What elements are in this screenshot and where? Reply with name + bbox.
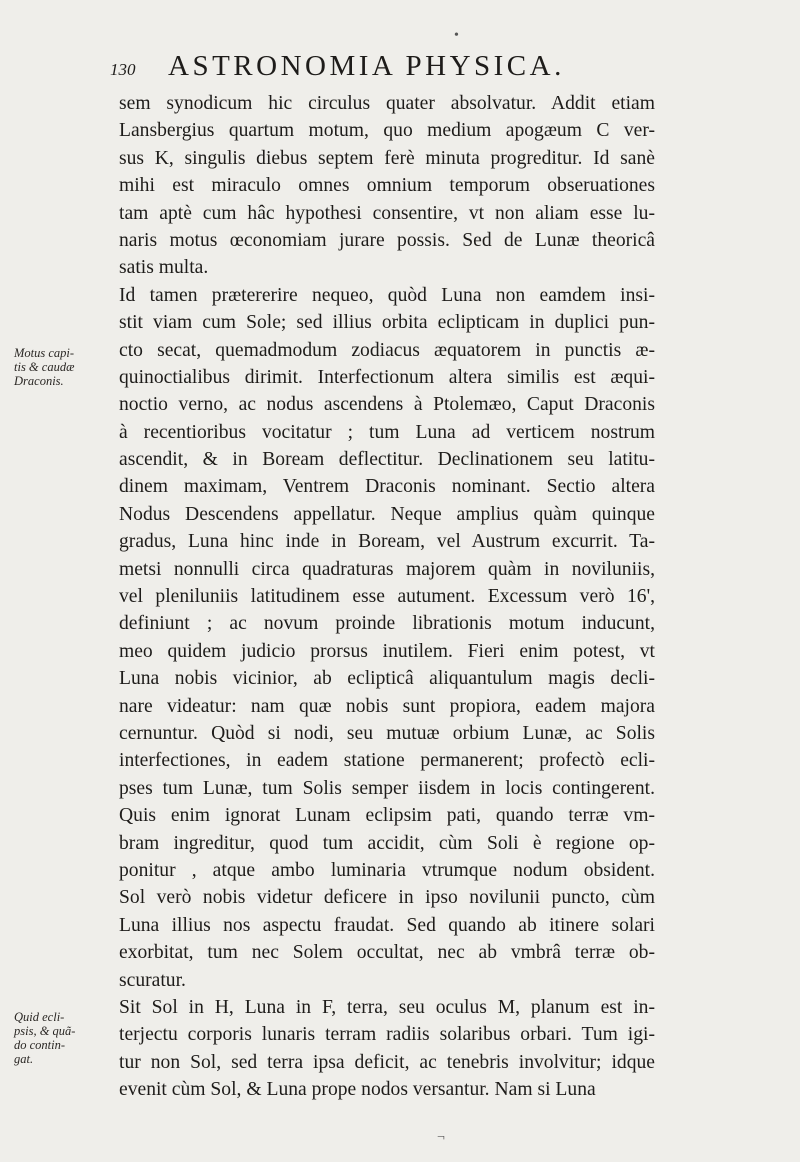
text-line: interfectiones, in eadem statione permanerent; profectò ecli-: [119, 750, 655, 772]
page-header: [110, 50, 670, 86]
text-line: satis multa.: [119, 257, 209, 279]
text-line: stit viam cum Sole; sed illius orbita eclipticam in duplici pun-: [119, 312, 655, 334]
text-line: Luna illius nos aspectu fraudat. Sed quando ab itinere solari: [119, 914, 655, 936]
ink-mark-top: •: [454, 28, 459, 43]
text-line: meo quidem judicio prorsus inutilem. Fieri enim potest, vt: [119, 640, 655, 662]
page-number: 130: [110, 60, 136, 79]
margin-note-eclipsis: Quid ecli- psis, & quã- do contin- gat.: [14, 1010, 76, 1066]
running-title: ASTRONOMIA PHYSICA.: [168, 50, 565, 82]
text-line: exorbitat, tum nec Solem occultat, nec ab vmbrâ terræ ob-: [119, 942, 655, 964]
text-line: noctio verno, ac nodus ascendens à Ptolemæo, Caput Draconis: [119, 394, 655, 416]
text-line: terjectu corporis lunaris terram radiis solaribus orbari. Tum igi-: [119, 1024, 655, 1046]
text-line: cernuntur. Quòd si nodi, seu mutuæ orbium Lunæ, ac Solis: [119, 722, 655, 744]
text-line: Sol verò nobis videtur deficere in ipso novilunii puncto, cùm: [119, 887, 655, 909]
margin-note-draconis: Motus capi- tis & caudæ Draconis.: [14, 346, 75, 388]
text-line: Nodus Descendens appellatur. Neque amplius quàm quinque: [119, 503, 655, 525]
text-line: bram ingreditur, quod tum accidit, cùm Soli è regione op-: [119, 832, 655, 854]
text-line: naris motus œconomiam jurare possis. Sed de Lunæ theoricâ: [119, 229, 655, 251]
text-line: ascendit, & in Boream deflectitur. Declinationem seu latitu-: [119, 449, 655, 471]
text-line: mihi est miraculo omnes omnium temporum obseruationes: [119, 175, 655, 197]
text-line: sem synodicum hic circulus quater absolvatur. Addit etiam: [119, 93, 655, 114]
text-line: Luna nobis vicinior, ab eclipticâ aliquantulum magis decli-: [119, 668, 655, 690]
text-line: Lansbergius quartum motum, quo medium apogæum C ver-: [119, 120, 655, 142]
text-line: cto secat, quemadmodum zodiacus æquatorem in punctis æ-: [119, 339, 655, 361]
text-line: à recentioribus vocitatur ; tum Luna ad verticem nostrum: [119, 421, 655, 443]
ink-mark-bottom: ¬: [437, 1130, 445, 1145]
body-text: [119, 90, 655, 1103]
text-line: tur non Sol, sed terra ipsa deficit, ac tenebris involvitur; idque: [119, 1051, 655, 1073]
text-line: vel pleniluniis latitudinem esse autument. Excessum verò 16',: [119, 586, 655, 608]
text-line: scuratur.: [119, 969, 186, 991]
text-line: ponitur , atque ambo luminaria vtrumque nodum obsident.: [119, 859, 655, 881]
text-line: Quis enim ignorat Lunam eclipsim pati, quando terræ vm-: [119, 805, 655, 827]
text-line: sus K, singulis diebus septem ferè minuta progreditur. Id sanè: [119, 147, 655, 169]
text-line: pses tum Lunæ, tum Solis semper iisdem in locis contingerent.: [119, 777, 655, 799]
text-line: Sit Sol in H, Luna in F, terra, seu oculus M, planum est in-: [119, 996, 655, 1018]
text-line: metsi nonnulli circa quadraturas majorem quàm in noviluniis,: [119, 558, 655, 580]
text-line: evenit cùm Sol, & Luna prope nodos versantur. Nam si Luna: [119, 1079, 596, 1101]
text-line: dinem maximam, Ventrem Draconis nominant. Sectio altera: [119, 476, 655, 498]
text-line: nare videatur: nam quæ nobis sunt propiora, eadem majora: [119, 695, 655, 717]
text-line: gradus, Luna hinc inde in Boream, vel Austrum excurrit. Ta-: [119, 531, 655, 553]
text-line: definiunt ; ac novum proinde librationis motum inducunt,: [119, 613, 655, 635]
text-line: quinoctialibus dirimit. Interfectionum altera similis est æqui-: [119, 366, 655, 388]
text-line: tam aptè cum hâc hypothesi consentire, vt non aliam esse lu-: [119, 202, 655, 224]
text-line: Id tamen prætererire nequeo, quòd Luna non eamdem insi-: [119, 284, 655, 306]
